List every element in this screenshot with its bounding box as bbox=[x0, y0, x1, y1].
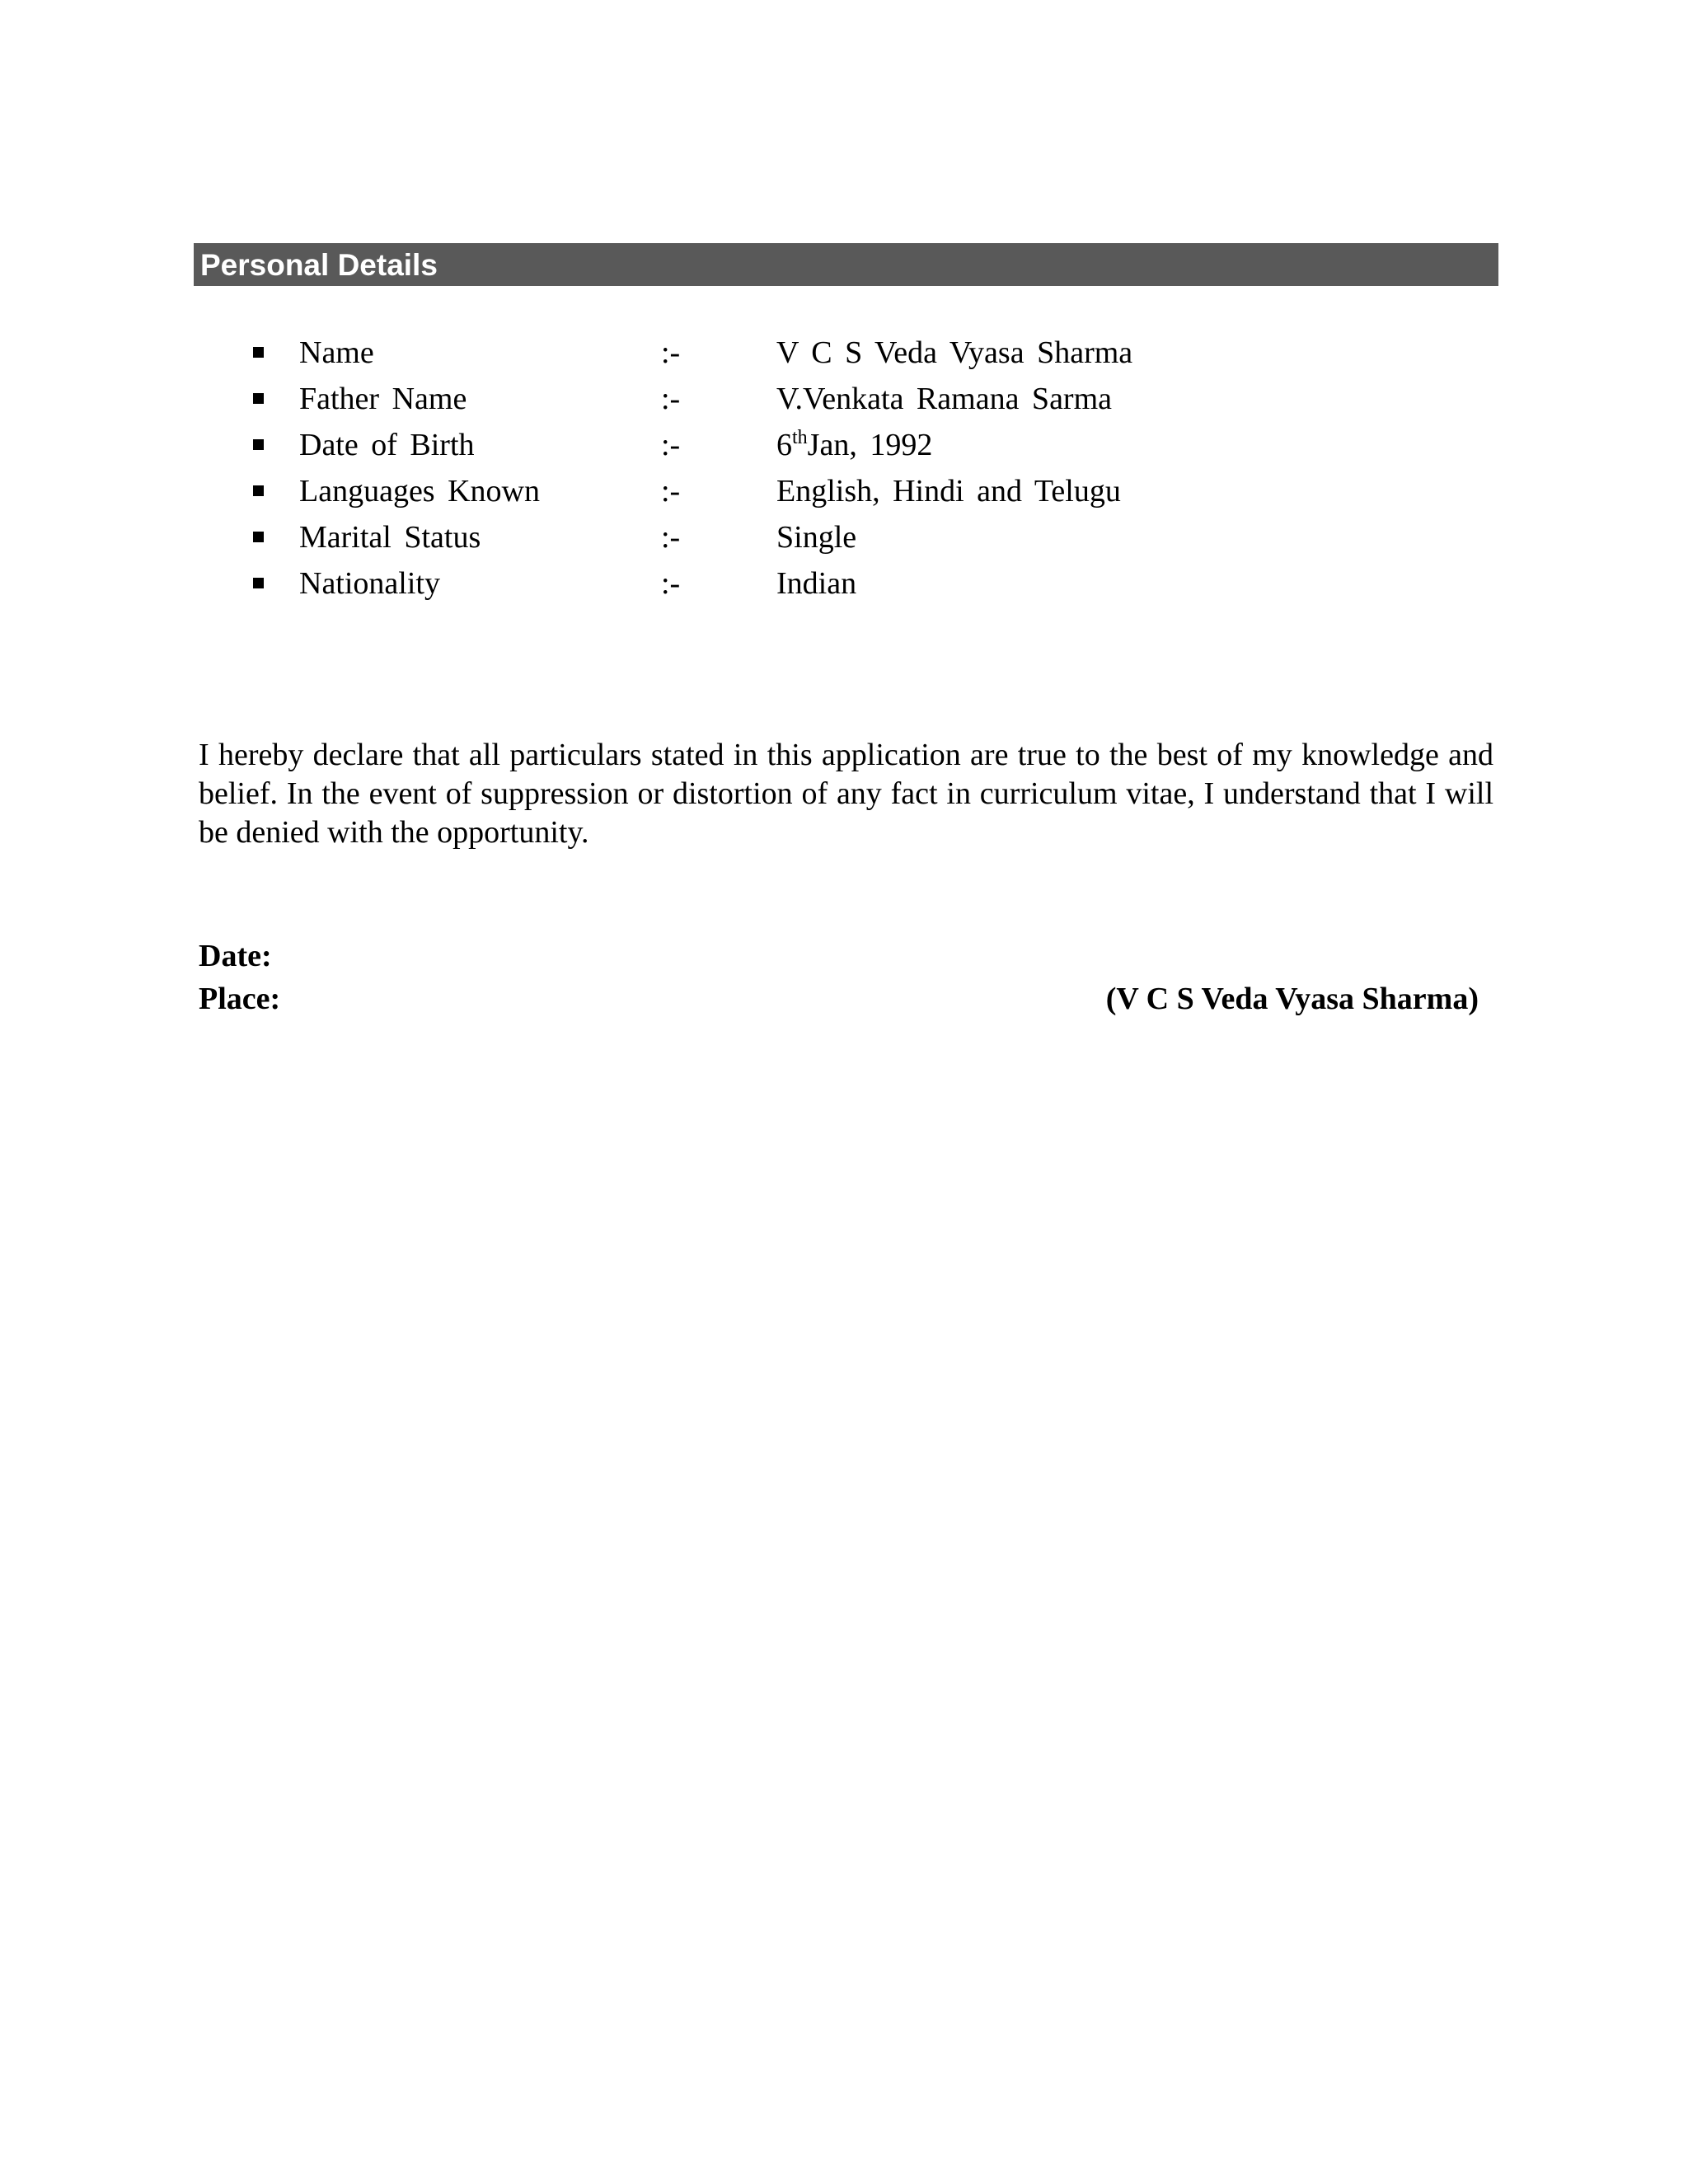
square-bullet-icon bbox=[253, 439, 264, 450]
detail-value: English, Hindi and Telugu bbox=[776, 474, 1121, 509]
dob-day: 6 bbox=[776, 428, 792, 462]
detail-row-marital-status bbox=[194, 514, 1498, 560]
date-label: Date: bbox=[199, 939, 272, 973]
square-bullet-icon bbox=[253, 485, 264, 496]
dob-day-suffix: th bbox=[792, 427, 808, 448]
detail-separator: :- bbox=[661, 566, 681, 601]
detail-row-date-of-birth bbox=[194, 422, 1498, 468]
place-label: Place: bbox=[199, 982, 281, 1016]
declaration-paragraph: I hereby declare that all particulars stated in this application are true to the best of my knowledge and belief. In the event of suppression or distortion of any fact in curriculum vitae, I understand that I will be denied with the opportunity. bbox=[199, 738, 1493, 850]
square-bullet-icon bbox=[253, 532, 264, 542]
detail-row-nationality bbox=[194, 560, 1498, 607]
detail-label: Languages Known bbox=[299, 474, 540, 509]
detail-separator: :- bbox=[661, 428, 681, 462]
detail-value: Single bbox=[776, 520, 857, 555]
square-bullet-icon bbox=[253, 347, 264, 358]
detail-label: Name bbox=[299, 335, 374, 370]
square-bullet-icon bbox=[253, 578, 264, 588]
signature-name: (V C S Veda Vyasa Sharma) bbox=[1105, 982, 1479, 1016]
detail-separator: :- bbox=[661, 520, 681, 555]
detail-value: Indian bbox=[776, 566, 857, 601]
detail-separator: :- bbox=[661, 474, 681, 509]
detail-value bbox=[776, 422, 932, 468]
detail-label: Father Name bbox=[299, 382, 467, 416]
square-bullet-icon bbox=[253, 393, 264, 404]
detail-row-father-name bbox=[194, 376, 1498, 422]
detail-label: Date of Birth bbox=[299, 428, 475, 462]
personal-details-list bbox=[194, 330, 1498, 607]
dob-rest: Jan, 1992 bbox=[807, 428, 933, 462]
detail-value: V C S Veda Vyasa Sharma bbox=[776, 335, 1133, 370]
detail-label: Marital Status bbox=[299, 520, 481, 555]
detail-row-name bbox=[194, 330, 1498, 376]
detail-value: V.Venkata Ramana Sarma bbox=[776, 382, 1113, 416]
section-title: Personal Details bbox=[200, 247, 438, 282]
detail-separator: :- bbox=[661, 335, 681, 370]
detail-label: Nationality bbox=[299, 566, 440, 601]
detail-row-languages-known bbox=[194, 468, 1498, 514]
section-header-personal-details bbox=[194, 243, 1498, 286]
detail-separator: :- bbox=[661, 382, 681, 416]
